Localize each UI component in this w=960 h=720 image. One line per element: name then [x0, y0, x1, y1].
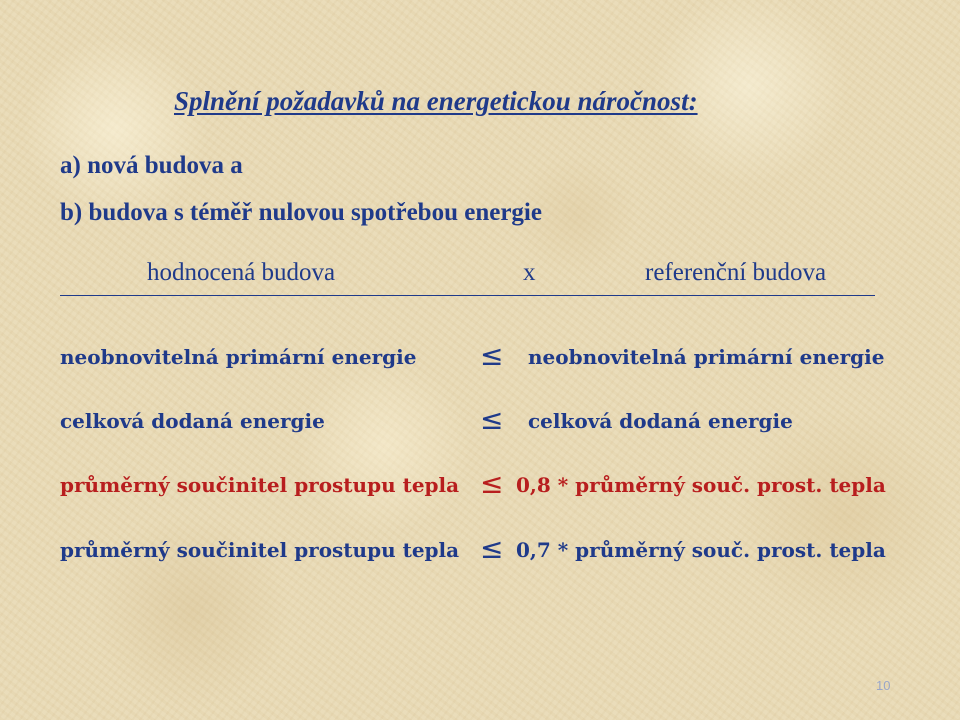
requirement-right: neobnovitelná primární energie	[528, 345, 885, 369]
requirement-left: průměrný součinitel prostupu tepla	[60, 538, 460, 562]
requirement-row-heat-transfer-new	[60, 467, 910, 507]
requirement-left: celková dodaná energie	[60, 409, 325, 433]
comparison-evaluated-building: hodnocená budova	[147, 259, 336, 286]
requirement-right: 0,7 * průměrný souč. prost. tepla	[516, 538, 886, 562]
comparison-header	[60, 259, 875, 296]
point-new-building: a) nová budova a	[60, 152, 243, 179]
less-or-equal-symbol: ≤	[480, 532, 504, 565]
requirement-row-heat-transfer-nzeb	[60, 532, 910, 572]
comparison-separator: x	[523, 259, 536, 286]
slide-title: Splnění požadavků na energetickou náročnost:	[174, 86, 698, 116]
requirement-row-delivered-energy	[60, 403, 910, 443]
requirement-left: neobnovitelná primární energie	[60, 345, 417, 369]
less-or-equal-symbol: ≤	[480, 339, 504, 372]
less-or-equal-symbol: ≤	[480, 403, 504, 436]
point-nzeb-building: b) budova s téměř nulovou spotřebou energie	[60, 199, 542, 226]
requirement-left: průměrný součinitel prostupu tepla	[60, 473, 460, 497]
requirement-row-primary-energy	[60, 339, 910, 379]
comparison-reference-building: referenční budova	[645, 259, 827, 286]
requirement-right: celková dodaná energie	[528, 409, 793, 433]
page-number: 10	[876, 678, 891, 693]
requirement-right: 0,8 * průměrný souč. prost. tepla	[516, 473, 886, 497]
less-or-equal-symbol: ≤	[480, 467, 504, 500]
